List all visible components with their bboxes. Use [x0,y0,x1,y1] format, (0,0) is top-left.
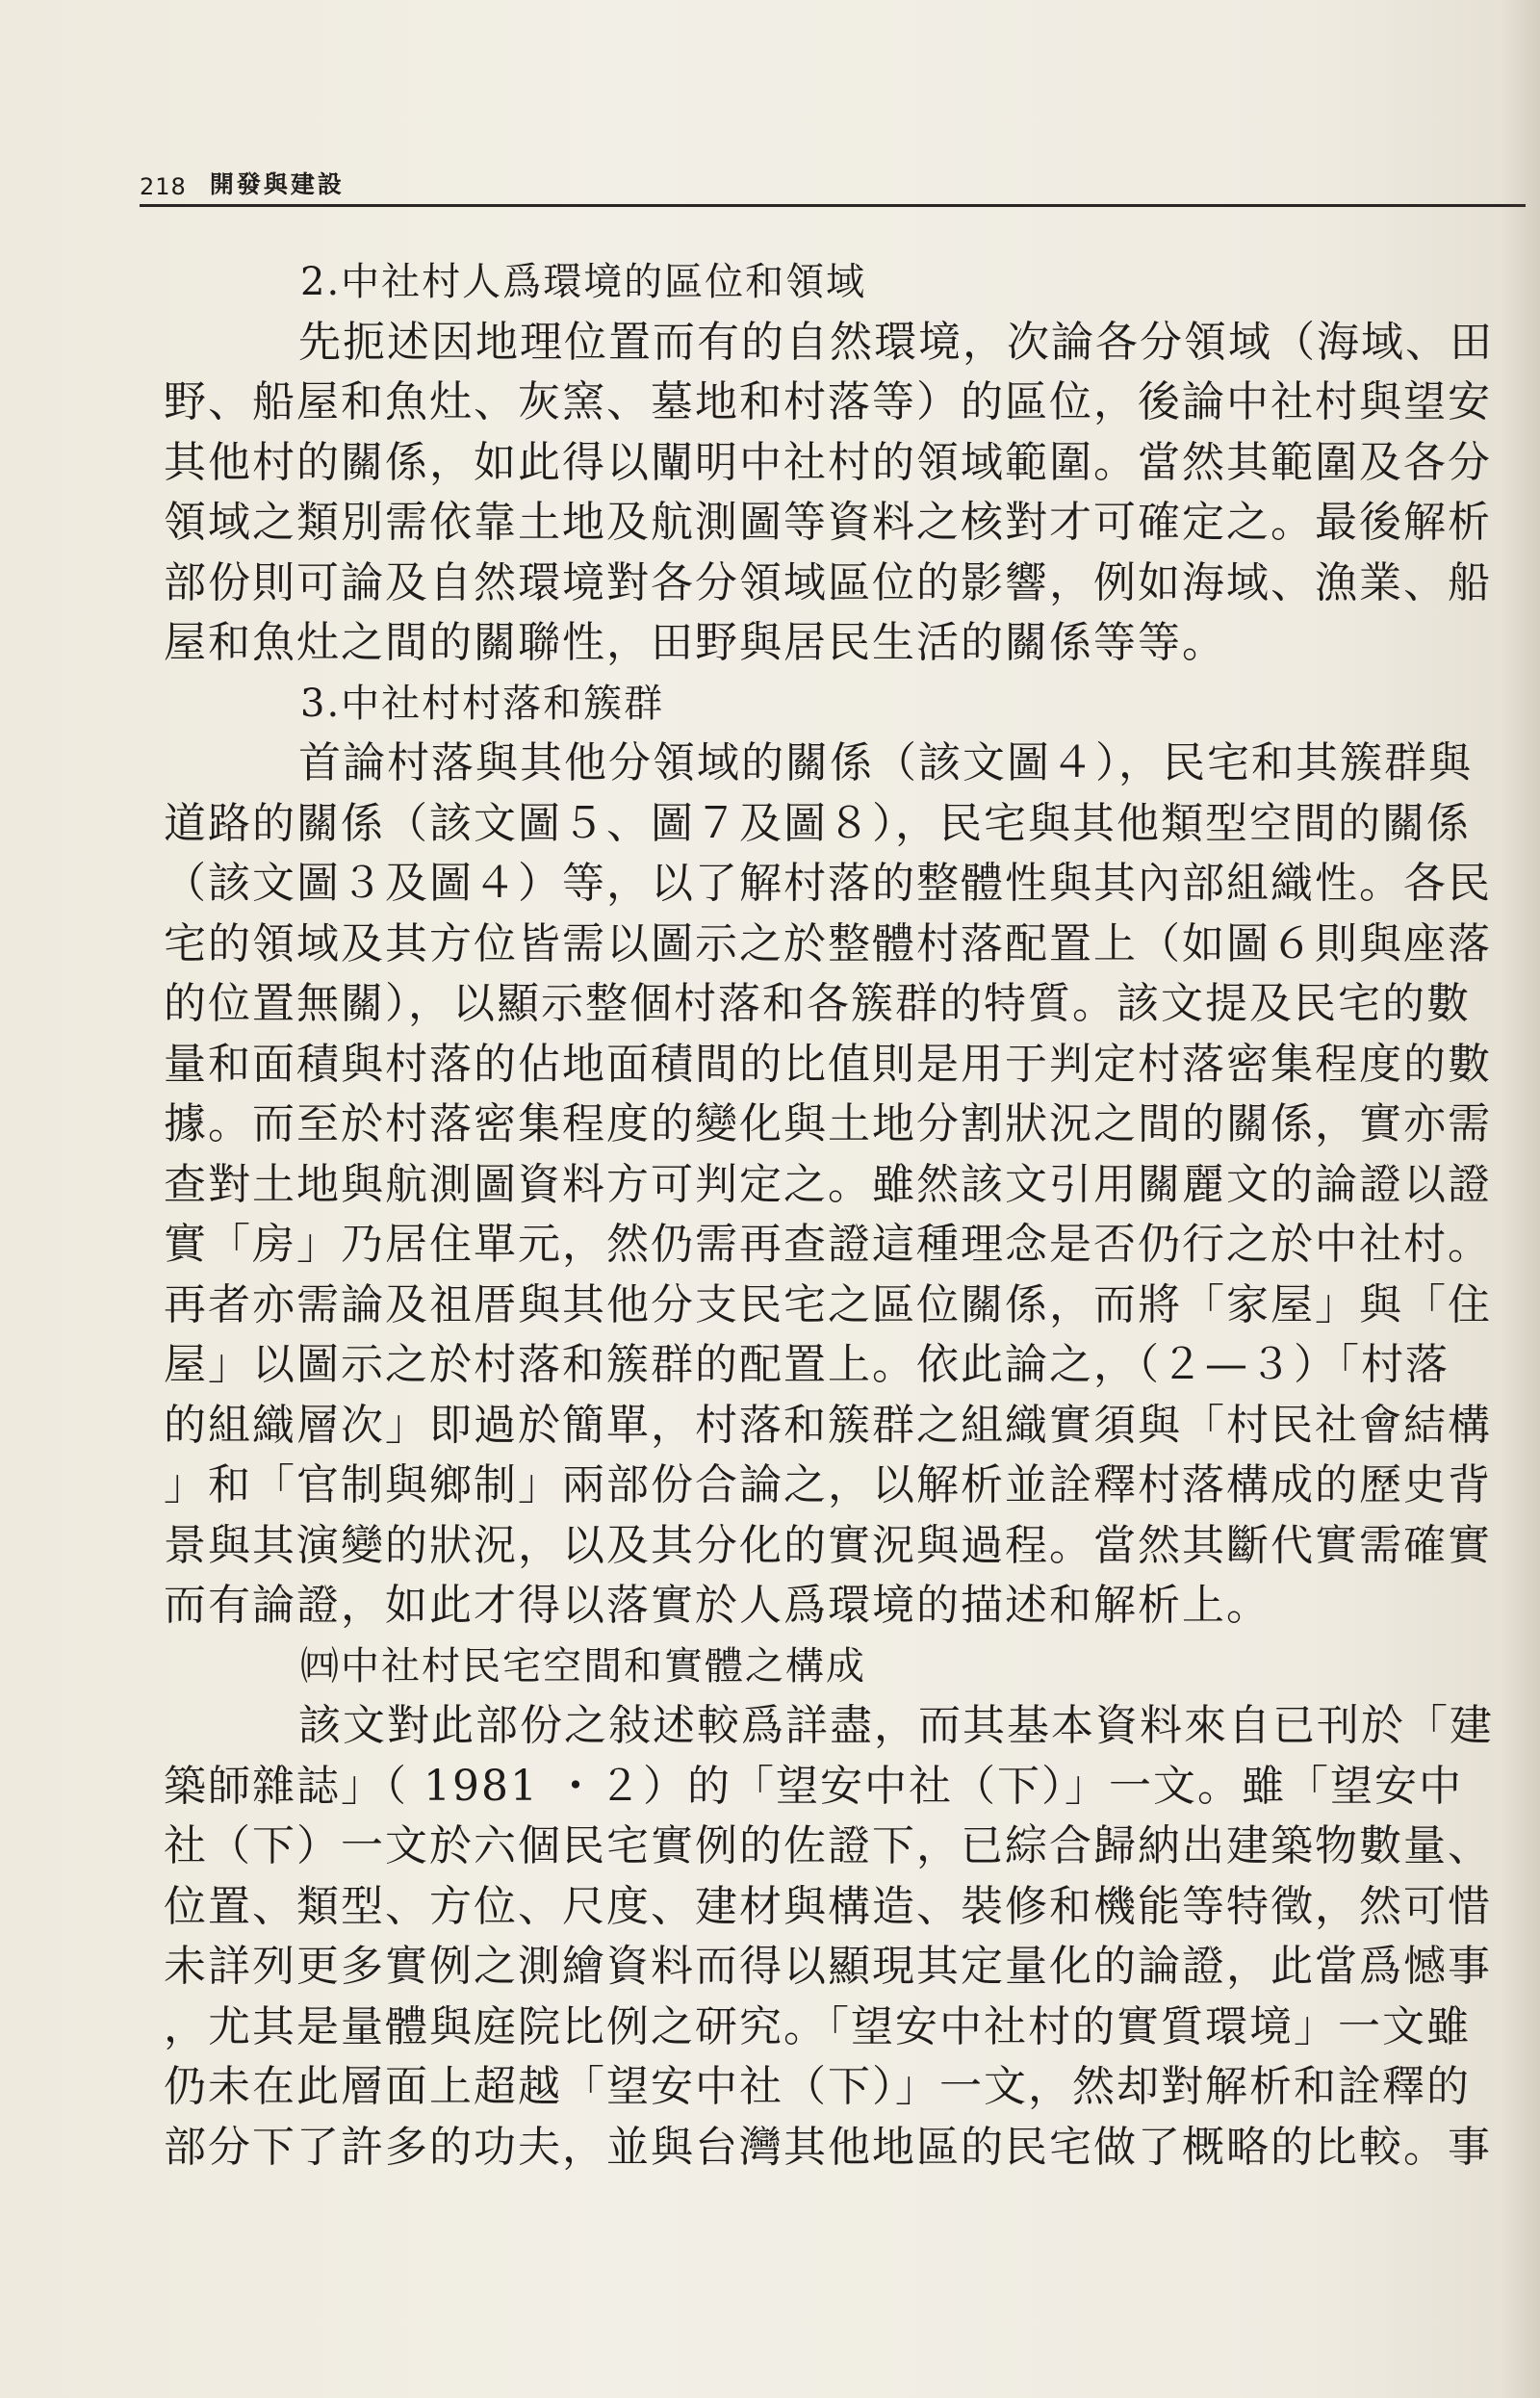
text-line: 查對土地與航測圖資料方可判定之。雖然該文引用關麗文的論證以證 [164,1159,1492,1209]
text-line: 的組織層次」即過於簡單，村落和簇群之組織實須與「村民社會結構 [164,1400,1492,1450]
text-line: 宅的領域及其方位皆需以圖示之於整體村落配置上（如圖６則與座落 [164,918,1492,968]
page-gutter-shadow [1502,0,1540,2398]
running-title: 開發與建設 [209,170,345,198]
text-line: 屋和魚灶之間的關聯性，田野與居民生活的關係等等。 [164,618,1226,667]
text-line: ，尤其是量體與庭院比例之研究。「望安中社村的實質環境」一文雖 [164,2001,1471,2051]
text-line: （該文圖３及圖４）等，以了解村落的整體性與其內部組織性。各民 [164,859,1492,908]
text-line: 再者亦需論及祖厝與其他分支民宅之區位關係，而將「家屋」與「住 [164,1279,1492,1329]
text-line: 首論村落與其他分領域的關係（該文圖４），民宅和其簇群與 [298,738,1473,787]
text-line: 據。而至於村落密集程度的變化與土地分割狀況之間的關係，實亦需 [164,1099,1492,1148]
text-line: 未詳列更多實例之測繪資料而得以顯現其定量化的論證，此當爲憾事 [164,1942,1492,1991]
running-header [140,162,1526,207]
text-line: 屋」以圖示之於村落和簇群的配置上。依此論之，（２—３）「村落 [164,1340,1450,1389]
text-line: 位置、類型、方位、尺度、建材與構造、裝修和機能等特徵，然可惜 [164,1881,1492,1931]
text-line: 」和「官制與鄉制」兩部份合論之，以解析並詮釋村落構成的歷史背 [164,1460,1492,1509]
text-line: 部分下了許多的功夫，並與台灣其他地區的民宅做了概略的比較。事 [164,2122,1492,2172]
text-line: 景與其演變的狀況，以及其分化的實況與過程。當然其斷代實需確實 [164,1520,1492,1570]
text-line: 野、船屋和魚灶、灰窯、墓地和村落等）的區位，後論中社村與望安 [164,377,1492,426]
text-line: 道路的關係（該文圖５、圖７及圖８），民宅與其他類型空間的關係 [164,798,1471,848]
text-line: 實「房」乃居住單元，然仍需再查證這種理念是否仍行之於中社村。 [164,1220,1492,1269]
section-heading: 2.中社村人爲環境的區位和領域 [300,260,867,304]
text-line: 仍未在此層面上超越「望安中社（下）」一文，然却對解析和詮釋的 [164,2062,1471,2111]
text-line: 築師雜誌」（ 1981 ・２）的「望安中社（下）」一文。雖「望安中 [164,1761,1463,1811]
page-number: 218 [140,173,187,200]
text-line: 先扼述因地理位置而有的自然環境，次論各分領域（海域、田 [298,317,1494,367]
text-line: 而有論證，如此才得以落實於人爲環境的描述和解析上。 [164,1581,1270,1630]
text-line: 社（下）一文於六個民宅實例的佐證下，已綜合歸納出建築物數量、 [164,1821,1492,1870]
body-text [164,252,1506,2178]
text-line: 該文對此部份之敍述較爲詳盡，而其基本資料來自已刊於「建 [298,1701,1494,1750]
section-heading: 3.中社村村落和簇群 [300,681,665,726]
section-heading: ㈣中社村民宅空間和實體之構成 [300,1643,866,1689]
text-line: 其他村的關係，如此得以闡明中社村的領域範圍。當然其範圍及各分 [164,437,1492,487]
text-line: 部份則可論及自然環境對各分領域區位的影響，例如海域、漁業、船 [164,557,1492,607]
text-line: 量和面積與村落的佔地面積間的比值則是用于判定村落密集程度的數 [164,1039,1492,1089]
text-line: 領域之類別需依靠土地及航測圖等資料之核對才可確定之。最後解析 [164,498,1492,547]
text-line: 的位置無關），以顯示整個村落和各簇群的特質。該文提及民宅的數 [164,979,1471,1028]
